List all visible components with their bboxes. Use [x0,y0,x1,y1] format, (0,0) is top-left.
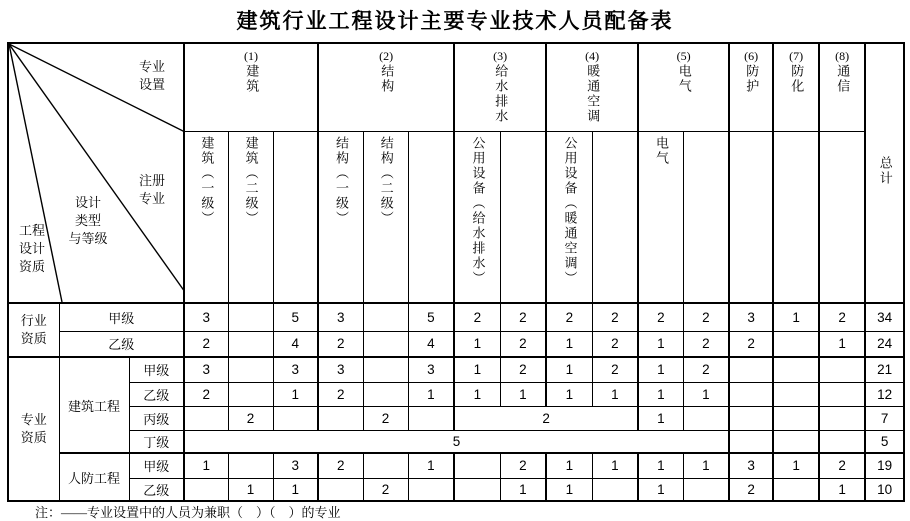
total-cell: 10 [865,478,904,501]
data-cell [454,453,500,478]
data-cell [408,478,454,501]
corner-label-engineering-design-qualification: 工程 设计 资质 [18,223,45,275]
data-cell [363,331,408,357]
data-cell [773,357,819,382]
corner-diagonals [9,44,183,302]
subhead-water-other [500,132,546,303]
data-cell [773,331,819,357]
data-cell: 4 [408,331,454,357]
data-cell: 2 [454,303,500,331]
subhead-architecture-class2: 建筑（二级） [228,132,273,303]
data-cell [819,382,865,406]
data-cell: 1 [454,382,500,406]
data-cell: 1 [408,382,454,406]
data-cell: 2 [318,453,363,478]
corner-label-design-type-grade: 设计 类型 与等级 [68,195,108,247]
total-cell: 19 [865,453,904,478]
group-header-1-architecture: (1) 建筑 [184,43,318,132]
data-cell: 1 [408,453,454,478]
data-cell: 1 [638,382,683,406]
data-cell [683,406,729,430]
data-cell [819,430,865,453]
subhead-chemical-blank [773,132,819,303]
data-cell: 1 [773,303,819,331]
grade-cell: 甲级 [129,357,184,382]
data-cell: 2 [363,478,408,501]
data-cell: 2 [819,453,865,478]
type-cell-civil-defense-engineering: 人防工程 [59,453,129,501]
table-row [8,357,904,382]
data-cell [729,382,773,406]
data-cell: 1 [273,382,318,406]
table-row [8,430,904,453]
data-cell [729,430,773,453]
data-cell: 1 [592,382,638,406]
data-cell: 1 [500,382,546,406]
data-cell: 1 [228,478,273,501]
grade-cell: 乙级 [129,478,184,501]
data-cell [773,406,819,430]
group-header-4-hvac: (4) 暖通空调 [546,43,638,132]
data-cell [363,453,408,478]
data-cell: 2 [363,406,408,430]
data-cell [184,478,228,501]
data-cell [729,357,773,382]
group-header-6-protection: (6) 防护 [729,43,773,132]
subhead-electrical: 电气 [638,132,683,303]
corner-label-specialty-setup: 专业设置 [139,59,166,92]
total-cell: 34 [865,303,904,331]
data-cell [773,430,819,453]
group-header-5-electrical: (5) 电气 [638,43,729,132]
group-header-7-chemical-defense: (7) 防化 [773,43,819,132]
subhead-architecture-class1: 建筑（一级） [184,132,228,303]
data-cell [773,382,819,406]
data-cell [228,453,273,478]
data-cell: 2 [683,357,729,382]
data-cell: 2 [184,331,228,357]
grade-cell: 乙级 [59,331,184,357]
table-row [8,303,904,331]
table-row [8,382,904,406]
subhead-electrical-other [683,132,729,303]
data-cell: 1 [773,453,819,478]
data-cell: 3 [729,303,773,331]
data-cell: 5 [408,303,454,331]
data-cell: 1 [638,406,683,430]
data-cell [228,382,273,406]
data-cell: 3 [318,357,363,382]
data-cell: 2 [500,331,546,357]
data-cell [228,357,273,382]
data-cell: 1 [546,478,592,501]
data-cell: 3 [184,303,228,331]
data-cell: 2 [819,303,865,331]
data-cell: 2 [318,331,363,357]
data-cell: 1 [592,453,638,478]
data-cell: 1 [638,478,683,501]
data-cell [592,478,638,501]
total-cell: 21 [865,357,904,382]
data-cell: 1 [546,357,592,382]
data-cell-merged: 2 [454,406,638,430]
data-cell: 2 [683,303,729,331]
subhead-architecture-other [273,132,318,303]
staffing-table [7,42,905,502]
subhead-structure-class1: 结构（一级） [318,132,363,303]
data-cell: 1 [683,453,729,478]
subhead-public-equipment-hvac: 公用设备（暖通空调） [546,132,592,303]
total-cell: 24 [865,331,904,357]
data-cell: 1 [184,453,228,478]
data-cell [228,303,273,331]
data-cell [819,406,865,430]
data-cell [318,406,363,430]
data-cell: 2 [500,357,546,382]
qual-cell-industry: 行业资质 [8,303,59,357]
data-cell [363,357,408,382]
data-cell: 5 [273,303,318,331]
group-header-2-structure: (2) 结构 [318,43,454,132]
data-cell: 2 [683,331,729,357]
data-cell: 1 [819,478,865,501]
data-cell: 2 [228,406,273,430]
grade-cell: 甲级 [59,303,184,331]
subhead-communication-blank [819,132,865,303]
data-cell: 1 [819,331,865,357]
data-cell: 1 [273,478,318,501]
group-header-3-water-supply-drainage: (3) 给水排水 [454,43,546,132]
data-cell: 1 [454,357,500,382]
data-cell: 1 [683,382,729,406]
data-cell [228,331,273,357]
data-cell: 2 [500,453,546,478]
data-cell: 3 [273,453,318,478]
total-cell: 5 [865,430,904,453]
data-cell: 2 [638,303,683,331]
data-cell: 2 [729,478,773,501]
subhead-structure-class2: 结构（二级） [363,132,408,303]
data-cell: 3 [729,453,773,478]
corner-label-registered-specialty: 注册专业 [139,173,166,206]
data-cell [683,478,729,501]
data-cell: 1 [546,453,592,478]
data-cell: 2 [184,382,228,406]
data-cell: 1 [638,331,683,357]
data-cell: 1 [638,357,683,382]
data-cell: 2 [592,303,638,331]
data-cell: 1 [454,331,500,357]
data-cell [318,478,363,501]
data-cell: 2 [729,331,773,357]
corner-cell [8,43,184,303]
data-cell [773,478,819,501]
data-cell: 3 [408,357,454,382]
data-cell: 2 [546,303,592,331]
data-cell-merged: 5 [184,430,729,453]
data-cell [273,406,318,430]
data-cell [184,406,228,430]
data-cell: 3 [273,357,318,382]
data-cell: 1 [638,453,683,478]
data-cell [454,478,500,501]
type-cell-building-engineering: 建筑工程 [59,357,129,453]
subhead-hvac-other [592,132,638,303]
grade-cell: 丙级 [129,406,184,430]
data-cell: 2 [592,357,638,382]
total-cell: 12 [865,382,904,406]
subhead-structure-other [408,132,454,303]
footnote-text: 注：——专业设置中的人员为兼职（ ）（ ）的专业 [35,505,341,520]
page-title: 建筑行业工程设计主要专业技术人员配备表 [236,10,674,33]
grade-cell: 丁级 [129,430,184,453]
data-cell: 1 [500,478,546,501]
grade-cell: 甲级 [129,453,184,478]
data-cell [408,406,454,430]
total-cell: 7 [865,406,904,430]
data-cell: 4 [273,331,318,357]
data-cell: 1 [546,382,592,406]
qual-cell-professional: 专业资质 [8,357,59,501]
subhead-public-equipment-water: 公用设备（给水排水） [454,132,500,303]
data-cell: 2 [500,303,546,331]
grade-cell: 乙级 [129,382,184,406]
data-cell [729,406,773,430]
group-header-8-communication: (8) 通信 [819,43,865,132]
table-row [8,453,904,478]
data-cell: 3 [184,357,228,382]
subhead-protection-blank [729,132,773,303]
table-row [8,331,904,357]
table-row [8,478,904,501]
table-row [8,406,904,430]
data-cell: 2 [592,331,638,357]
data-cell [363,303,408,331]
data-cell: 1 [546,331,592,357]
data-cell: 2 [318,382,363,406]
data-cell [363,382,408,406]
data-cell [819,357,865,382]
total-column-header: 总计 [865,43,904,303]
data-cell: 3 [318,303,363,331]
